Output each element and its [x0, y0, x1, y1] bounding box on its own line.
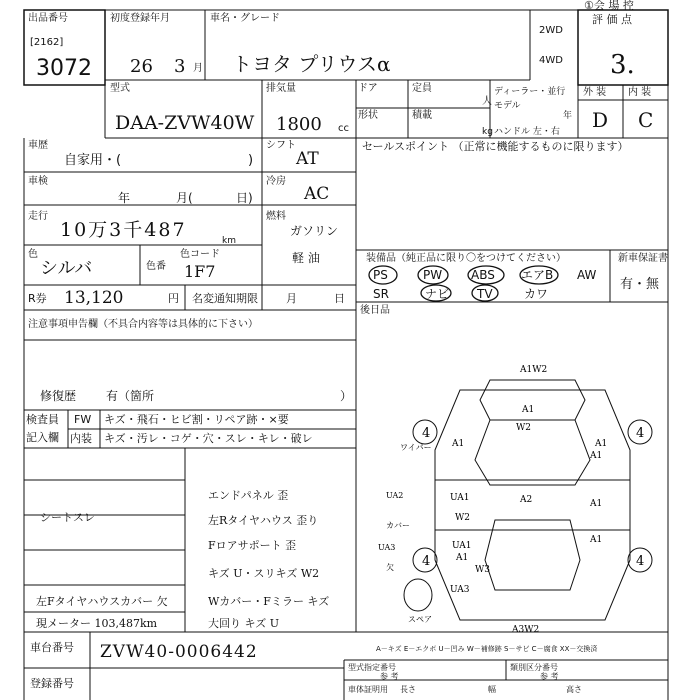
color-no-label: 色番: [146, 261, 166, 272]
inspector-row-2: キズ・汚レ・コゲ・穴・スレ・キレ・破レ: [104, 432, 313, 445]
note-5: キズ U・スリキズ W2: [208, 567, 320, 580]
sales-point-label: セールスポイント （正常に機能するものに限ります）: [362, 140, 629, 153]
ac-label: 冷房: [266, 176, 286, 187]
year-unit: 年: [563, 111, 573, 121]
note-6: 左Fタイヤハウスカバー 欠: [36, 595, 168, 608]
car-damage-diagram: [378, 360, 670, 635]
lot-number: 3072: [36, 56, 92, 81]
note-4: Fロアサポート 歪: [208, 539, 297, 552]
repair-close: ）: [340, 389, 353, 403]
tax-label: 名変通知期限: [192, 292, 258, 305]
circle-value: 4: [422, 426, 431, 441]
person-unit: 人: [482, 96, 492, 107]
damage-mark: W3: [475, 565, 490, 575]
damage-legend: A－キズ E－エクボ U－凹み W－補修跡 S－サビ C－腐食 XX－交換済: [376, 645, 598, 653]
note-8: 現メーター 103,487km: [36, 617, 158, 630]
reg-number-label: 登録番号: [30, 677, 74, 690]
reg-month: 3: [174, 56, 186, 77]
inspection-day: 日): [236, 191, 253, 205]
damage-mark: A1: [590, 451, 603, 461]
diagram-label: スペア: [408, 615, 432, 624]
model-year-label: モデル: [494, 101, 521, 111]
interior-label: 内 装: [628, 87, 652, 98]
fuel-value: ガソリン: [290, 224, 339, 238]
lot-number-sub: [2162]: [30, 37, 64, 48]
inspector-fw: FW: [74, 413, 92, 426]
inspector-label-2: 記入欄: [26, 431, 59, 444]
inspector-label-1: 検査員: [26, 413, 59, 426]
rating-label: 評 価 点: [592, 13, 632, 26]
circle-value: 4: [422, 554, 431, 569]
length-label: 長さ: [400, 685, 416, 694]
drive-4wd: 4WD: [539, 55, 563, 66]
shape-label: 形状: [358, 110, 378, 121]
displacement-label: 排気量: [266, 83, 296, 94]
capacity-label: 定員: [412, 83, 432, 94]
equip-leather: カワ: [524, 287, 549, 301]
repair-value: 有（箇所: [106, 389, 155, 403]
damage-mark: A1: [590, 499, 603, 509]
model-label: 型式: [110, 83, 130, 94]
kg-unit: kg: [482, 127, 493, 137]
equip-tv: TV: [477, 287, 493, 301]
circle-value: 4: [636, 426, 645, 441]
damage-mark: A1: [590, 535, 603, 545]
damage-mark: A1: [456, 553, 469, 563]
plate-label: 車体証明用: [348, 685, 388, 694]
note-1: エンドパネル 歪: [208, 489, 289, 502]
tax-month: 月: [286, 292, 297, 305]
damage-mark: W2: [455, 513, 470, 523]
repair-label: 修復歴: [40, 389, 77, 403]
note-3: 左Rタイヤハウス 歪り: [208, 514, 319, 527]
circle-value: 4: [636, 554, 645, 569]
door-label: ドア: [358, 83, 378, 94]
shift-label: シフト: [266, 140, 296, 151]
note-2: シートスレ: [40, 511, 95, 524]
exterior-grade: D: [592, 108, 609, 132]
rating-value: 3.: [610, 50, 635, 80]
equip-aw: AW: [577, 268, 597, 282]
tax-day: 日: [334, 292, 345, 305]
drive-2wd: 2WD: [539, 25, 563, 36]
color-code-label: 色コード: [180, 249, 220, 260]
mileage-label: 走行: [28, 211, 48, 222]
diagram-label: UA3: [378, 543, 396, 552]
usage-label: 車歴: [28, 140, 48, 151]
recycle-value: 13,120: [64, 288, 124, 308]
equipment-title: 装備品（純正品に限り〇をつけてください）: [366, 253, 566, 264]
mileage-value: 10万3千487: [60, 219, 187, 241]
diagram-label: カバー: [386, 521, 410, 530]
fuel-alt: 軽 油: [292, 251, 320, 265]
equip-ps: PS: [373, 268, 388, 282]
color-value: シルバ: [40, 258, 93, 279]
shift-value: AT: [296, 149, 319, 169]
model-value: DAA-ZVW40W: [115, 112, 255, 134]
top-right-note: ①会 場 控: [584, 0, 634, 12]
damage-mark: UA1: [452, 541, 472, 551]
diagram-label: 欠: [386, 563, 394, 572]
note-9: 大回り キズ U: [208, 617, 280, 630]
width-label: 幅: [488, 685, 496, 694]
damage-mark: A1: [522, 405, 535, 415]
type-cert-label: 型式指定番号: [348, 663, 396, 672]
class-label: 類別区分番号: [510, 663, 558, 672]
inspection-label: 車検: [28, 176, 48, 187]
equip-abs: ABS: [471, 268, 495, 282]
note-7: Wカバー・Fミラー キズ: [208, 595, 330, 608]
height-label: 高さ: [566, 685, 582, 694]
inspection-year: 年: [118, 191, 131, 205]
inspection-month: 月(: [176, 191, 193, 205]
damage-mark: UA1: [450, 493, 470, 503]
lot-number-label: 出品番号: [28, 13, 68, 24]
reg-date-label: 初度登録年月: [110, 13, 170, 24]
color-code-value: 1F7: [184, 262, 216, 281]
interior-grade: C: [638, 108, 654, 132]
recycle-label: R券: [28, 292, 47, 305]
damage-mark: A3W2: [512, 625, 540, 635]
fuel-label: 燃料: [266, 211, 286, 222]
inspector-interior: 内装: [70, 432, 92, 445]
dealer-label: ディーラー・並行: [494, 87, 566, 97]
chassis-value: ZVW40-0006442: [100, 642, 258, 662]
usage-close: ): [248, 153, 254, 168]
cc-unit: cc: [338, 123, 349, 134]
warranty-value: 有・無: [620, 277, 660, 292]
damage-mark: A2: [520, 495, 533, 505]
equipment-circles: [356, 250, 616, 302]
type-cert-ref: 参 考: [380, 672, 399, 681]
rear-seat-label: 後日品: [360, 305, 390, 316]
displacement-value: 1800: [276, 114, 322, 135]
chassis-label: 車台番号: [30, 641, 74, 654]
reg-month-unit: 月: [193, 63, 203, 74]
equip-sr: SR: [373, 287, 389, 301]
exterior-label: 外 装: [583, 87, 607, 98]
damage-mark: A1: [595, 439, 608, 449]
equip-airbag: エアB: [521, 268, 554, 282]
equip-pw: PW: [423, 268, 443, 282]
diagram-label: ワイパー: [400, 443, 432, 452]
damage-mark: W2: [516, 423, 531, 433]
reg-year: 26: [130, 56, 153, 77]
damage-mark: A1W2: [520, 365, 548, 375]
handle-label: ハンドル 左・右: [494, 127, 560, 137]
color-label: 色: [28, 249, 38, 260]
equip-navi: ナビ: [425, 287, 450, 301]
notes-label: 注意事項申告欄（不具合内容等は具体的に下さい）: [28, 319, 258, 330]
warranty-label: 新車保証書: [618, 253, 668, 264]
usage-value: 自家用・(: [64, 153, 122, 168]
diagram-label: UA2: [386, 491, 404, 500]
car-name-label: 車名・グレード: [210, 13, 280, 24]
yen-unit: 円: [168, 292, 179, 305]
damage-mark: A1: [452, 439, 465, 449]
ac-value: AC: [304, 184, 330, 204]
class-ref: 参 考: [540, 672, 559, 681]
car-name: トヨタ プリウスα: [232, 52, 391, 76]
load-label: 積載: [412, 110, 432, 121]
km-unit: km: [222, 236, 236, 246]
damage-mark: UA3: [450, 585, 470, 595]
inspector-row-1: キズ・飛石・ヒビ割・リペア跡・×要: [104, 413, 289, 426]
